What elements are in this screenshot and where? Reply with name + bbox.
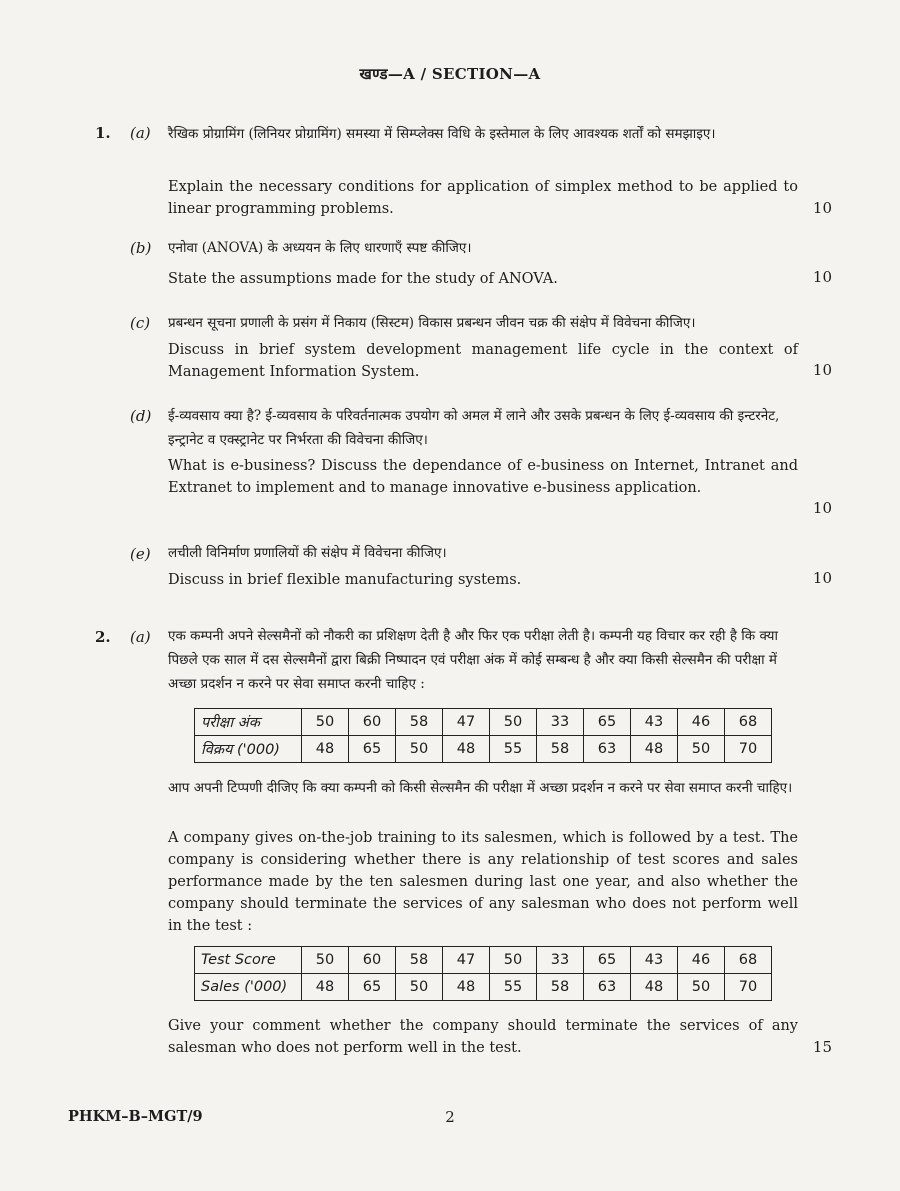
table-row — [195, 736, 772, 763]
table-cell: 55 — [490, 974, 537, 1001]
table-cell: 46 — [678, 947, 725, 974]
q1d-english: What is e-business? Discuss the dependance of e-business on Internet, Intranet and Extranet to implement and to manage innovative e-business application. — [168, 458, 798, 496]
q1c-marks: 10 — [812, 361, 832, 379]
table-cell: 58 — [537, 974, 584, 1001]
q1e-label: (e) — [130, 545, 151, 563]
q2a-hindi-intro: एक कम्पनी अपने सेल्समैनों को नौकरी का प्रशिक्षण देती है और फिर एक परीक्षा लेती है। कम्पनी यह विचार कर रही है कि क्या पिछले एक साल में दस सेल्समैनों द्वारा बिक्री निष्पादन एवं परीक्षा अंक में कोई सम्बन्ध है और क्या किसी सेल्समैन की परीक्षा में अच्छा प्रदर्शन न करने पर सेवा समाप्त करनी चाहिए : — [168, 628, 778, 692]
table-row — [195, 974, 772, 1001]
table-cell: 48 — [443, 736, 490, 763]
table-cell: 43 — [631, 709, 678, 736]
table-cell: 50 — [490, 709, 537, 736]
english-data-table — [194, 946, 772, 1001]
table-cell: 65 — [584, 947, 631, 974]
table-cell: 48 — [631, 736, 678, 763]
table-cell: 48 — [302, 736, 349, 763]
q1b-hindi: एनोवा (ANOVA) के अध्ययन के लिए धारणाएँ स्पष्ट कीजिए। — [168, 240, 472, 256]
q2a-label: (a) — [130, 628, 151, 646]
hindi-data-table — [194, 708, 772, 763]
table-row-label: Test Score — [195, 947, 302, 974]
table-row-label: Sales ('000) — [195, 974, 302, 1001]
table-cell: 68 — [725, 709, 772, 736]
table-cell: 68 — [725, 947, 772, 974]
table-cell: 50 — [490, 947, 537, 974]
table-cell: 50 — [678, 736, 725, 763]
table-cell: 33 — [537, 947, 584, 974]
table-cell: 50 — [678, 974, 725, 1001]
q1b-label: (b) — [130, 239, 152, 257]
table-cell: 50 — [396, 736, 443, 763]
q2a-marks: 15 — [812, 1038, 832, 1056]
q1e-marks: 10 — [812, 569, 832, 587]
q1c-hindi: प्रबन्धन सूचना प्रणाली के प्रसंग में निकाय (सिस्टम) विकास प्रबन्धन जीवन चक्र की संक्षेप में विवेचना कीजिए। — [168, 315, 696, 331]
paper-code: PHKM–B–MGT/9 — [68, 1108, 203, 1125]
q1b-english: State the assumptions made for the study of ANOVA. — [168, 271, 558, 287]
table-row-label: परीक्षा अंक — [195, 709, 302, 736]
table-cell: 48 — [302, 974, 349, 1001]
table-cell: 65 — [349, 736, 396, 763]
table-cell: 60 — [349, 709, 396, 736]
section-title: खण्ड—A / SECTION—A — [359, 65, 541, 83]
table-cell: 63 — [584, 974, 631, 1001]
table-row — [195, 947, 772, 974]
table-cell: 60 — [349, 947, 396, 974]
table-cell: 58 — [537, 736, 584, 763]
question-2-number: 2. — [95, 628, 111, 646]
table-cell: 50 — [396, 974, 443, 1001]
q1a-english: Explain the necessary conditions for application of simplex method to be applied to linear programming problems. — [168, 179, 798, 217]
q1c-label: (c) — [130, 314, 151, 332]
table-cell: 48 — [443, 974, 490, 1001]
q2a-english-intro: A company gives on-the-job training to its salesmen, which is followed by a test. The company is considering whether there is any relationship of test scores and sales performance made by the ten salesmen during last one year, and also whether the company should terminate the services of any salesman who does not perform well in the test : — [168, 830, 798, 934]
table-cell: 33 — [537, 709, 584, 736]
question-1-number: 1. — [95, 124, 111, 142]
q2a-hindi-question: आप अपनी टिप्पणी दीजिए कि क्या कम्पनी को किसी सेल्समैन की परीक्षा में अच्छा प्रदर्शन न करने पर सेवा समाप्त करनी चाहिए। — [168, 780, 793, 796]
q1d-hindi: ई-व्यवसाय क्या है? ई-व्यवसाय के परिवर्तनात्मक उपयोग को अमल में लाने और उसके प्रबन्धन के लिए ई-व्यवसाय की इन्टरनेट, इन्ट्रानेट व एक्स्ट्रानेट पर निर्भरता की विवेचना कीजिए। — [168, 408, 780, 448]
q1a-marks: 10 — [812, 199, 832, 217]
table-cell: 46 — [678, 709, 725, 736]
table-cell: 58 — [396, 947, 443, 974]
page-number: 2 — [445, 1108, 455, 1126]
q1a-label: (a) — [130, 124, 151, 142]
q1d-marks: 10 — [812, 499, 832, 517]
table-cell: 47 — [443, 947, 490, 974]
q2a-english-question: Give your comment whether the company should terminate the services of any salesman who does not perform well in the test. — [168, 1018, 798, 1056]
table-cell: 48 — [631, 974, 678, 1001]
q1e-hindi: लचीली विनिर्माण प्रणालियों की संक्षेप में विवेचना कीजिए। — [168, 545, 447, 561]
table-cell: 70 — [725, 974, 772, 1001]
table-cell: 65 — [349, 974, 396, 1001]
table-row-label: विक्रय ('000) — [195, 736, 302, 763]
table-cell: 58 — [396, 709, 443, 736]
table-cell: 47 — [443, 709, 490, 736]
table-cell: 50 — [302, 947, 349, 974]
table-cell: 50 — [302, 709, 349, 736]
q1d-label: (d) — [130, 407, 152, 425]
q1b-marks: 10 — [812, 268, 832, 286]
table-cell: 70 — [725, 736, 772, 763]
table-cell: 63 — [584, 736, 631, 763]
table-cell: 55 — [490, 736, 537, 763]
table-cell: 43 — [631, 947, 678, 974]
q1e-english: Discuss in brief flexible manufacturing systems. — [168, 572, 522, 588]
table-cell: 65 — [584, 709, 631, 736]
q1a-hindi: रैखिक प्रोग्रामिंग (लिनियर प्रोग्रामिंग) समस्या में सिम्प्लेक्स विधि के इस्तेमाल के लिए आवश्यक शर्तों को समझाइए। — [168, 126, 716, 142]
table-row — [195, 709, 772, 736]
q1c-english: Discuss in brief system development management life cycle in the context of Management Information System. — [168, 342, 798, 380]
